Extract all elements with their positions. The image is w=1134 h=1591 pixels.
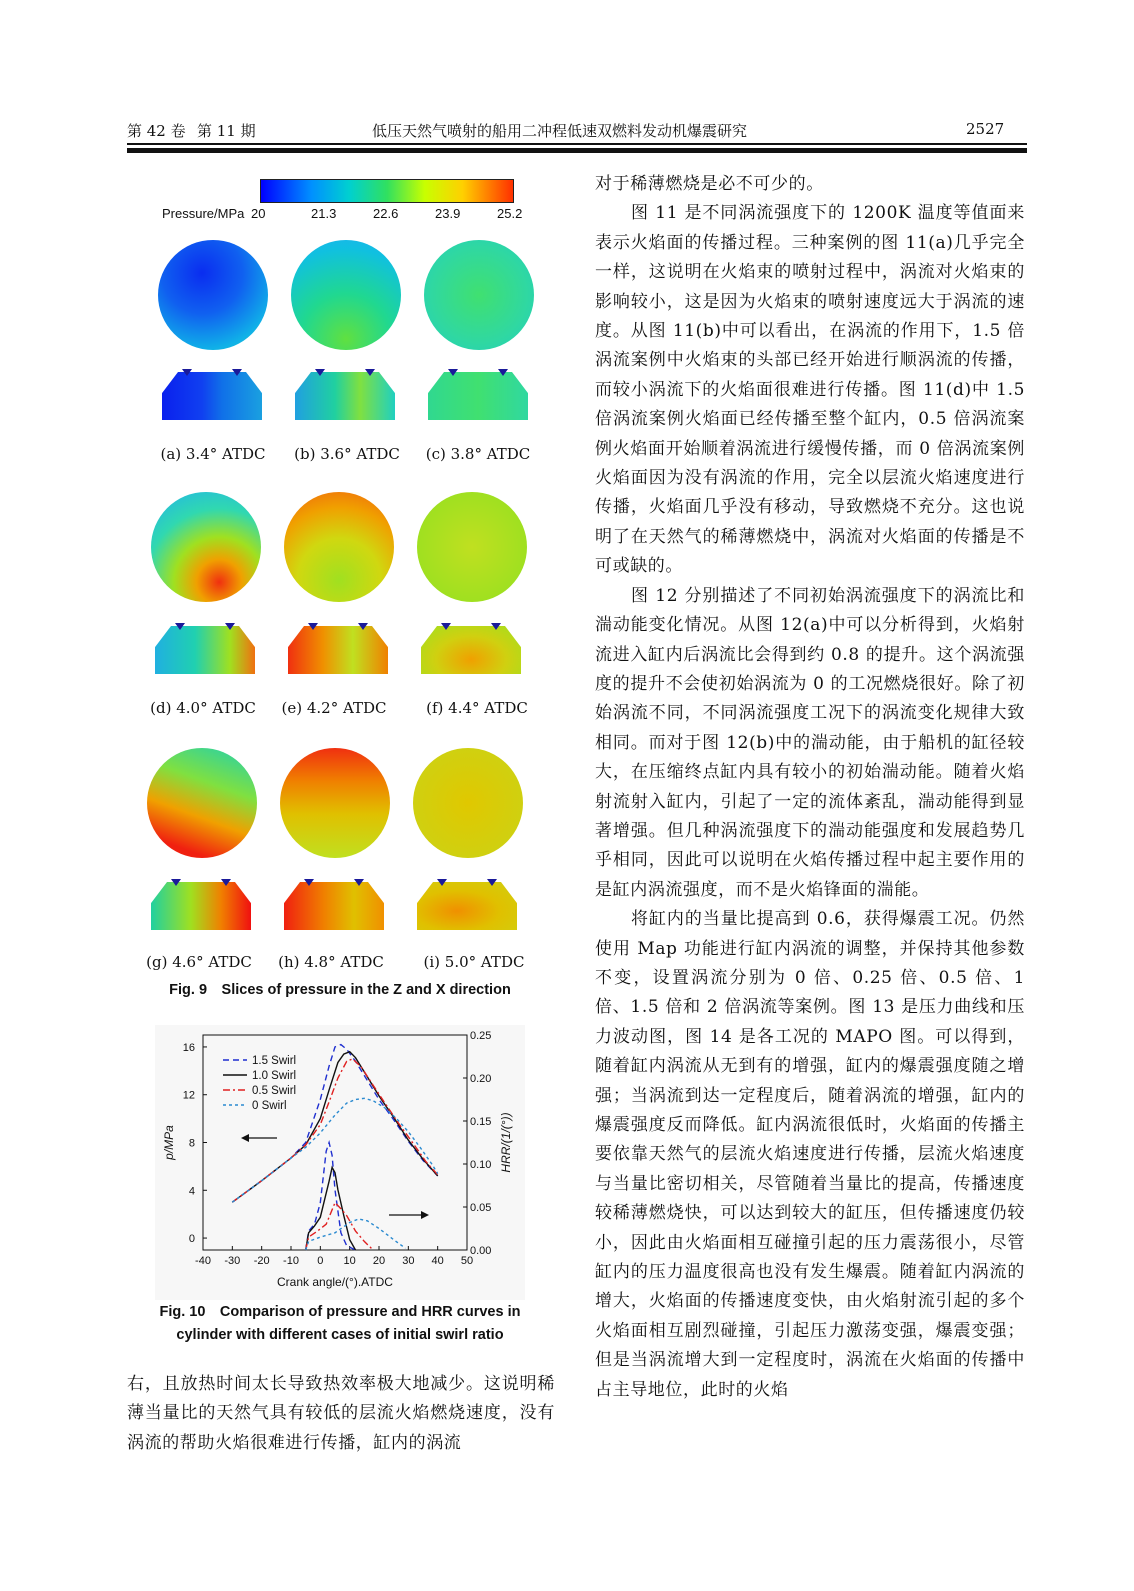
injector-notch bbox=[365, 369, 375, 376]
injector-notch bbox=[304, 879, 314, 886]
injector-notch bbox=[232, 369, 242, 376]
fig10-caption-line1: Fig. 10 Comparison of pressure and HRR curves in bbox=[159, 1304, 521, 1320]
injector-notch bbox=[437, 879, 447, 886]
pressure-slice-x-c bbox=[428, 372, 528, 420]
fig9-caption-i: (i) 5.0° ATDC bbox=[423, 953, 525, 971]
paragraph: 图 11 是不同涡流强度下的 1200K 温度等值面来表示火焰面的传播过程。三种案例的图 11(a)几乎完全一样，这说明在火焰束的喷射过程中，涡流对火焰束的影响较小，这是因为火焰束的喷射速度远大于涡流的速度。从图 11(b)中可以看出，在涡流的作用下，1.5 倍涡流案例中火焰束的头部已经开始进行顺涡流的传播，而较小涡流下的火焰面很难进行传播。图 11(d)中 1.5 倍涡流案例火焰面已经传播至整个缸内，0.5 倍涡流案例火焰面开始顺着涡流进行缓慢传播，而 0 倍涡流案例火焰面因为没有涡流的作用，完全以层流火焰速度进行传播，火焰面几乎没有移动，导致燃烧不充分。这也说明了在天然气的稀薄燃烧中，涡流对火焰面的传播是不可或缺的。 bbox=[595, 203, 1025, 577]
y-right-tick-label: 0.15 bbox=[470, 1116, 492, 1128]
injector-notch bbox=[448, 369, 458, 376]
x-tick-label: 40 bbox=[431, 1255, 444, 1267]
injector-notch bbox=[221, 879, 231, 886]
header-rule-thin bbox=[127, 143, 1027, 145]
colorbar-tick: 25.2 bbox=[497, 206, 523, 221]
header-rule-thick bbox=[127, 148, 1027, 153]
colorbar-tick: 23.9 bbox=[435, 206, 461, 221]
pressure-slice-z-f bbox=[417, 492, 527, 602]
colorbar-tick: 21.3 bbox=[311, 206, 337, 221]
pressure-slice-x-f bbox=[421, 626, 521, 674]
injector-notch bbox=[308, 623, 318, 630]
y-left-tick-label: 0 bbox=[188, 1233, 195, 1246]
x-tick-label: 0 bbox=[317, 1255, 324, 1267]
pressure-slice-x-a bbox=[162, 372, 262, 420]
pressure-slice-z-h bbox=[280, 748, 390, 858]
colorbar-title: Pressure/MPa bbox=[162, 206, 245, 221]
injector-notch bbox=[358, 623, 368, 630]
legend-label: 0 Swirl bbox=[252, 1100, 287, 1112]
header-title: 低压天然气喷射的船用二冲程低速双燃料发动机爆震研究 bbox=[372, 122, 748, 140]
colorbar-tick: 20 bbox=[251, 206, 266, 221]
injector-notch bbox=[182, 369, 192, 376]
injector-notch bbox=[487, 879, 497, 886]
pressure-slice-x-i bbox=[417, 882, 517, 930]
fig9-caption-g: (g) 4.6° ATDC bbox=[146, 953, 252, 971]
pressure-slice-z-i bbox=[413, 748, 523, 858]
injector-notch bbox=[354, 879, 364, 886]
x-tick-label: -40 bbox=[195, 1255, 211, 1267]
x-tick-label: 30 bbox=[402, 1255, 415, 1267]
header-issue: 第 11 期 bbox=[197, 122, 256, 140]
x-tick-label: 20 bbox=[372, 1255, 386, 1267]
y-right-axis-label: HRR/(1/(°)) bbox=[499, 1112, 513, 1173]
fig9-caption-c: (c) 3.8° ATDC bbox=[425, 445, 531, 463]
injector-notch bbox=[441, 623, 451, 630]
paragraph: 将缸内的当量比提高到 0.6，获得爆震工况。仍然使用 Map 功能进行缸内涡流的调整，并保持其他参数不变，设置涡流分别为 0 倍、0.25 倍、0.5 倍、1 倍、1.5 倍和 2 倍涡流等案例。图 13 是压力曲线和压力波动图，图 14 是各工况的 MAPO 图。可以得到，随着缸内涡流从无到有的增强，缸内的爆震强度随之增强；当涡流到达一定程度后，随着涡流的增强，缸内的爆震强度反而降低。缸内涡流很低时，火焰面的传播主要依靠天然气的层流火焰速度进行传播，层流火焰速度与当量比密切相关，尽管随着当量比的提高，传播速度较稀薄燃烧快，可以达到较大的缸压，但传播速度仍较小，因此由火焰面相互碰撞引起的压力震荡很小，尽管缸内的压力温度很高也没有发生爆震。随着缸内涡流的增大，火焰面的传播速度变快，由火焰射流引起的多个火焰面相互剧烈碰撞，引起压力激荡变强，爆震变强；但是当涡流增大到一定程度时，涡流在火焰面的传播中占主导地位，此时的火焰 bbox=[595, 909, 1025, 1400]
y-left-tick-label: 4 bbox=[188, 1185, 195, 1198]
fig9-caption: Fig. 9 Slices of pressure in the Z and X direction bbox=[169, 982, 511, 998]
pressure-slice-z-d bbox=[151, 492, 261, 602]
pressure-slice-z-a bbox=[158, 240, 268, 350]
y-right-tick-label: 0.20 bbox=[470, 1073, 492, 1085]
y-right-tick-label: 0.10 bbox=[470, 1159, 492, 1171]
header-volume: 第 42 卷 bbox=[127, 122, 186, 140]
legend-label: 0.5 Swirl bbox=[252, 1085, 297, 1097]
pressure-slice-x-d bbox=[155, 626, 255, 674]
pressure-slice-z-e bbox=[284, 492, 394, 602]
injector-notch bbox=[171, 879, 181, 886]
pressure-slice-x-e bbox=[288, 626, 388, 674]
y-right-tick-label: 0.25 bbox=[470, 1030, 492, 1042]
pressure-slice-z-g bbox=[147, 748, 257, 858]
fig9-caption-h: (h) 4.8° ATDC bbox=[278, 953, 384, 971]
injector-notch bbox=[491, 623, 501, 630]
fig9-caption-a: (a) 3.4° ATDC bbox=[160, 445, 266, 463]
y-left-tick-label: 8 bbox=[188, 1137, 195, 1150]
injector-notch bbox=[498, 369, 508, 376]
x-tick-label: -30 bbox=[224, 1255, 241, 1267]
pressure-slice-z-c bbox=[424, 240, 534, 350]
injector-notch bbox=[315, 369, 325, 376]
fig9-caption-d: (d) 4.0° ATDC bbox=[150, 699, 256, 717]
fig9-caption-b: (b) 3.6° ATDC bbox=[294, 445, 400, 463]
header-page-number: 2527 bbox=[966, 120, 1005, 138]
y-left-tick-label: 12 bbox=[182, 1089, 195, 1102]
fig9-caption-f: (f) 4.4° ATDC bbox=[426, 699, 528, 717]
fig10-chart bbox=[155, 1025, 525, 1300]
x-tick-label: -20 bbox=[253, 1255, 270, 1267]
pressure-slice-x-b bbox=[295, 372, 395, 420]
fig9-caption-e: (e) 4.2° ATDC bbox=[281, 699, 387, 717]
paragraph: 右，且放热时间太长导致热效率极大地减少。这说明稀薄当量比的天然气具有较低的层流火焰燃烧速度，没有涡流的帮助火焰很难进行传播，缸内的涡流 bbox=[127, 1374, 555, 1453]
fig10-caption-line2: cylinder with different cases of initial swirl ratio bbox=[176, 1327, 504, 1343]
legend-label: 1.5 Swirl bbox=[252, 1055, 297, 1067]
paragraph: 对于稀薄燃烧是必不可少的。 bbox=[595, 174, 824, 194]
pressure-slice-x-g bbox=[151, 882, 251, 930]
y-right-tick-label: 0.00 bbox=[470, 1245, 492, 1257]
x-axis-label: Crank angle/(°).ATDC bbox=[277, 1275, 393, 1289]
x-tick-label: -10 bbox=[283, 1255, 299, 1267]
colorbar-tick: 22.6 bbox=[373, 206, 399, 221]
x-tick-label: 50 bbox=[460, 1255, 474, 1267]
pressure-slice-z-b bbox=[291, 240, 401, 350]
paragraph: 图 12 分别描述了不同初始涡流强度下的涡流比和湍动能变化情况。从图 12(a)中可以分析得到，火焰射流进入缸内后涡流比会得到约 0.8 的提升。这个涡流强度的提升不会使初始涡流为 0 的工况燃烧很好。除了初始涡流不同，不同涡流强度工况下的涡流变化规律大致相同。而对于图 12(b)中的湍动能，由于船机的缸径较大，在压缩终点缸内具有较小的初始湍动能。随着火焰射流射入缸内，引起了一定的流体紊乱，湍动能得到显著增强。但几种涡流强度下的湍动能强度和发展趋势几乎相同，因此可以说明在火焰传播过程中起主要作用的是缸内涡流强度，而不是火焰锋面的湍能。 bbox=[595, 585, 1025, 900]
injector-notch bbox=[225, 623, 235, 630]
y-right-tick-label: 0.05 bbox=[470, 1202, 492, 1214]
right-column-text bbox=[595, 170, 1025, 1405]
left-column-text bbox=[127, 1370, 555, 1458]
x-tick-label: 10 bbox=[343, 1255, 356, 1267]
y-left-axis-label: p/MPa bbox=[162, 1125, 176, 1160]
legend-label: 1.0 Swirl bbox=[252, 1070, 297, 1082]
pressure-colorbar bbox=[260, 179, 514, 203]
y-left-tick-label: 16 bbox=[182, 1041, 195, 1054]
pressure-slice-x-h bbox=[284, 882, 384, 930]
injector-notch bbox=[175, 623, 185, 630]
